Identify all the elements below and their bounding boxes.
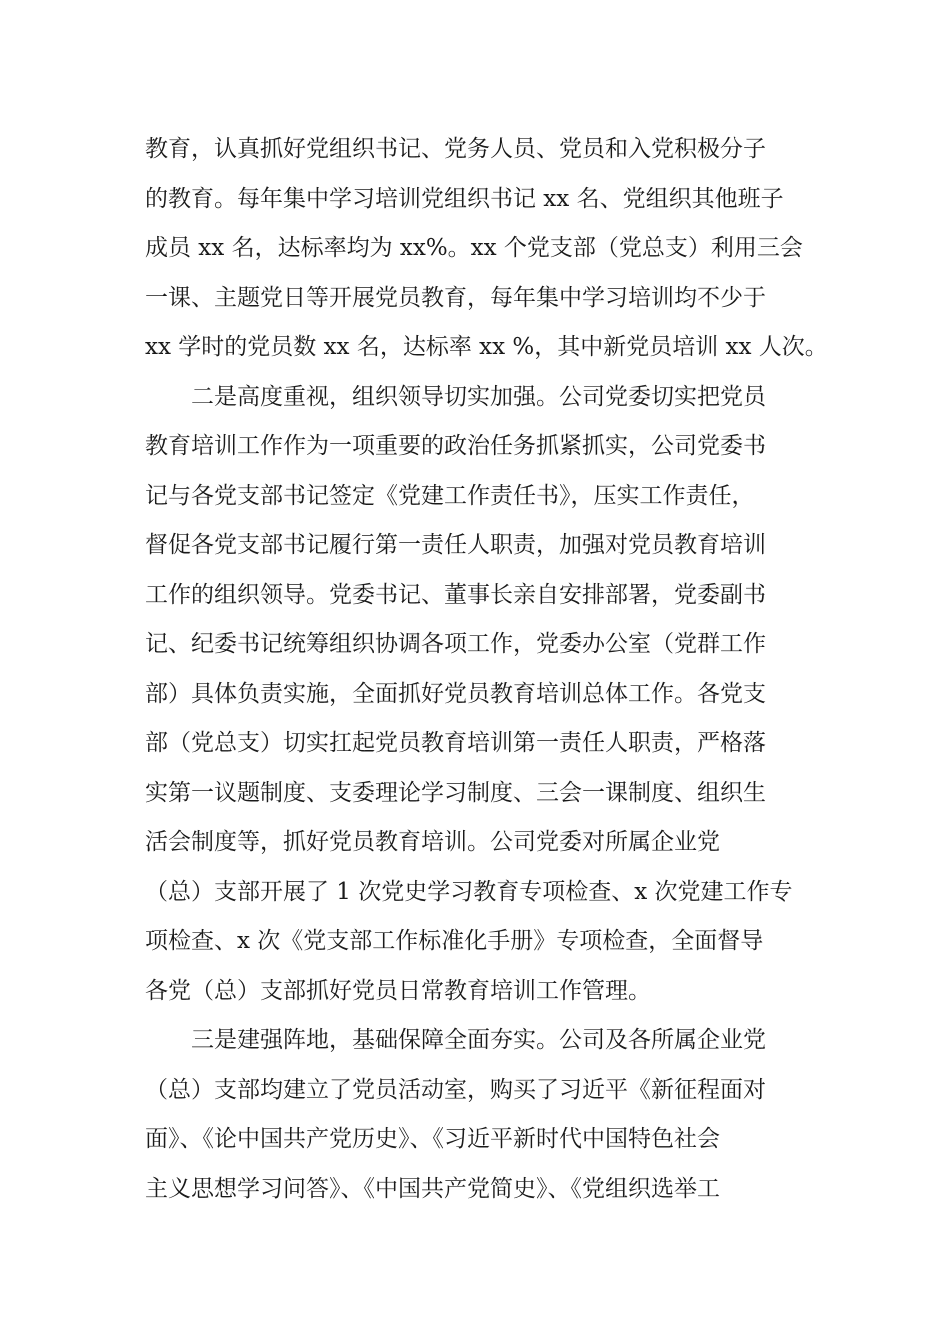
- text-line: 一课、主题党日等开展党员教育，每年集中学习培训均不少于: [145, 284, 766, 311]
- text-line: （总）支部均建立了党员活动室，购买了习近平《新征程面对: [145, 1076, 766, 1103]
- paragraph-start-line: 三是建强阵地，基础保障全面夯实。公司及各所属企业党: [191, 1027, 766, 1053]
- text-line: xx 学时的党员数 xx 名，达标率 xx %，其中新党员培训 xx 人次。: [145, 334, 828, 360]
- paragraph-start-line: 二是高度重视，组织领导切实加强。公司党委切实把党员: [191, 383, 766, 410]
- body-text: [145, 125, 828, 1214]
- text-line: 记与各党支部书记签定《党建工作责任书》，压实工作责任，: [145, 482, 755, 509]
- text-line: 教育培训工作作为一项重要的政治任务抓紧抓实，公司党委书: [145, 433, 766, 459]
- text-line: 主义思想学习问答》、《中国共产党简史》、《党组织选举工: [145, 1175, 720, 1202]
- text-line: 教育，认真抓好党组织书记、党务人员、党员和入党积极分子: [145, 136, 766, 162]
- text-line: 活会制度等，抓好党员教育培训。公司党委对所属企业党: [145, 829, 720, 855]
- text-line: 实第一议题制度、支委理论学习制度、三会一课制度、组织生: [145, 779, 766, 806]
- text-line: 的教育。每年集中学习培训党组织书记 xx 名、党组织其他班子: [145, 185, 784, 212]
- text-line: 面》、《论中国共产党历史》、《习近平新时代中国特色社会: [145, 1126, 720, 1152]
- text-line: 各党（总）支部抓好党员日常教育培训工作管理。: [145, 977, 651, 1004]
- text-line: 部）具体负责实施，全面抓好党员教育培训总体工作。各党支: [145, 680, 766, 707]
- text-line: 部（党总支）切实扛起党员教育培训第一责任人职责，严格落: [145, 730, 766, 756]
- text-line: 成员 xx 名，达标率均为 xx%。xx 个党支部（党总支）利用三会: [145, 235, 803, 261]
- text-line: 记、纪委书记统筹组织协调各项工作，党委办公室（党群工作: [145, 631, 766, 657]
- text-line: 督促各党支部书记履行第一责任人职责，加强对党员教育培训: [145, 532, 766, 558]
- text-line: 工作的组织领导。党委书记、董事长亲自安排部署，党委副书: [145, 581, 766, 608]
- text-line: 项检查、x 次《党支部工作标准化手册》专项检查，全面督导: [145, 928, 764, 954]
- text-line: （总）支部开展了 1 次党史学习教育专项检查、x 次党建工作专: [145, 878, 793, 905]
